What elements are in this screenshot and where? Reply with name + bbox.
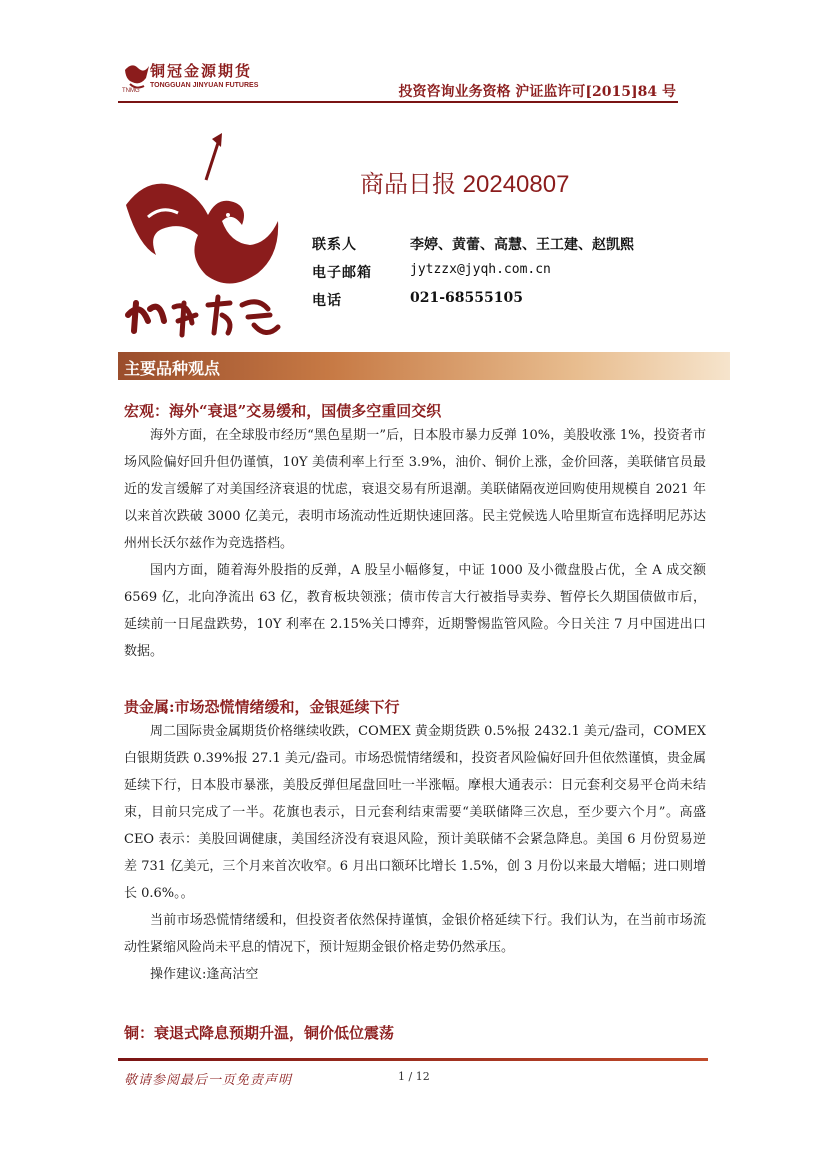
precious-metals-heading: 贵金属:市场恐慌情绪缓和，金银延续下行 [124, 698, 400, 716]
contact-label: 电子邮箱 [312, 265, 372, 281]
page-number: 1 / 12 [398, 1070, 430, 1083]
contact-value: 李婷、黄蕾、高慧、王工建、赵凯熙 [410, 237, 634, 253]
contact-label: 电话 [312, 293, 342, 309]
footer-divider [118, 1058, 708, 1061]
disclaimer-link[interactable]: 敬请参阅最后一页免责声明 [124, 1073, 293, 1088]
brand-emblem [118, 125, 288, 350]
company-name-en: TONGGUAN JINYUAN FUTURES [150, 82, 259, 89]
header-divider [118, 101, 678, 103]
macro-heading: 宏观：海外“衰退”交易缓和，国债多空重回交织 [124, 402, 442, 420]
report-title: 商品日报 20240807 [360, 171, 570, 198]
section-header-bar [118, 352, 730, 380]
precious-metals-paragraph-market: 周二国际贵金属期货价格继续收跌，COMEX 黄金期货跌 0.5%报 2432.1 美元/盎司，COMEX 白银期货跌 0.39%报 27.1 美元/盎司。市场恐慌情绪缓和，投资者风险偏好回升但依然谨慎，贵金属延续下行，日本股市暴涨，美股反弹但尾盘回吐一半涨幅。摩根大通表示：日元套利交易平仓尚未结束，目前只完成了一半。花旗也表示，日元套利结束需要“美联储降三次息，至少要六个月”。高盛 CEO 表示：美股回调健康，美国经济没有衰退风险，预计美联储不会紧急降息。美国 6 月份贸易逆差 731 亿美元，三个月来首次收窄。6 月出口额环比增长 1.5%，创 3 月份以来最大增幅；进口则增长 0.6%。。 [124, 724, 706, 901]
contact-label: 联系人 [312, 237, 357, 253]
license-text: 投资咨询业务资格 沪证监许可[2015]84 号 [398, 84, 676, 100]
macro-paragraph-domestic: 国内方面，随着海外股指的反弹，A 股呈小幅修复，中证 1000 及小微盘股占优，全 A 成交额 6569 亿，北向净流出 63 亿，教育板块领涨；债市传言大行被指导卖券、暂停长久期国债做市后，延续前一日尾盘跌势，10Y 利率在 2.15%关口博弈，近期警惕监管风险。今日关注 7 月中国进出口数据。 [124, 563, 706, 659]
macro-paragraph-overseas: 海外方面，在全球股市经历“黑色星期一”后，日本股市暴力反弹 10%，美股收涨 1%，投资者市场风险偏好回升但仍谨慎，10Y 美债利率上行至 3.9%，油价、铜价上涨，金价回落，美联储官员最近的发言缓解了对美国经济衰退的忧虑，衰退交易有所退潮。美联储隔夜逆回购使用规模自 2021 年以来首次跌破 3000 亿美元，表明市场流动性近期快速回落。民主党候选人哈里斯宣布选择明尼苏达州州长沃尔兹作为竞选搭档。 [124, 428, 706, 551]
logo-mark-label: TNMG [122, 88, 140, 94]
section-title: 主要品种观点 [124, 361, 221, 378]
emblem-graphic-icon [118, 125, 288, 350]
precious-metals-advice: 操作建议:逢高沽空 [150, 967, 259, 982]
email-link[interactable]: jytzzx@jyqh.com.cn [410, 262, 551, 277]
contact-value: 021-68555105 [410, 290, 523, 306]
copper-heading: 铜：衰退式降息预期升温，铜价低位震荡 [124, 1024, 395, 1042]
company-name-cn: 铜冠金源期货 [150, 62, 253, 80]
precious-metals-paragraph-outlook: 当前市场恐慌情绪缓和，但投资者依然保持谨慎，金银价格延续下行。我们认为，在当前市场流动性紧缩风险尚未平息的情况下，预计短期金银价格走势仍然承压。 [124, 913, 706, 955]
